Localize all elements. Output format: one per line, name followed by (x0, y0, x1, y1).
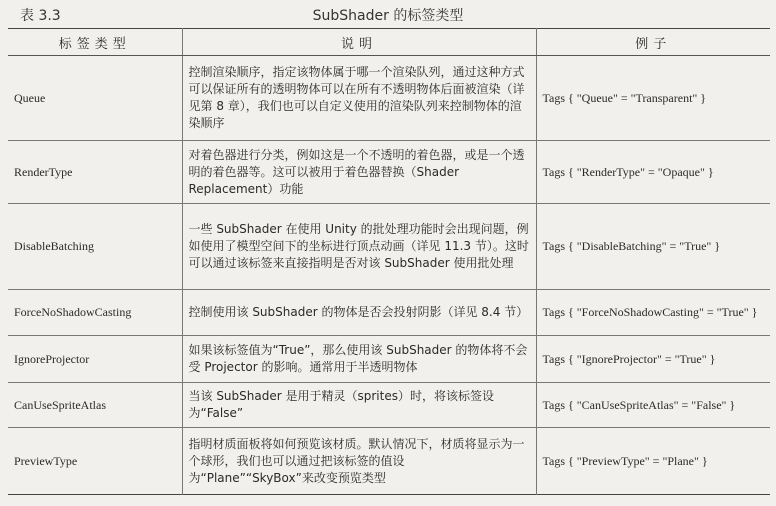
tag-name: RenderType (8, 141, 182, 204)
table-row (8, 336, 770, 383)
table-row (8, 290, 770, 336)
table-caption (0, 0, 776, 28)
tag-example: Tags { "Queue" = "Transparent" } (536, 56, 770, 141)
header-example: 例子 (536, 29, 770, 56)
tag-name: CanUseSpriteAtlas (8, 383, 182, 428)
tag-description: 如果该标签值为“True”，那么使用该 SubShader 的物体将不会受 Projector 的影响。通常用于半透明物体 (182, 336, 536, 383)
table-row (8, 141, 770, 204)
tag-description: 控制渲染顺序，指定该物体属于哪一个渲染队列，通过这种方式可以保证所有的透明物体可以在所有不透明物体后面被渲染（详见第 8 章），我们也可以自定义使用的渲染队列来控制物体的渲染顺序 (182, 56, 536, 141)
table-row (8, 428, 770, 495)
tag-example: Tags { "DisableBatching" = "True" } (536, 204, 770, 290)
tag-description: 指明材质面板将如何预览该材质。默认情况下，材质将显示为一个球形，我们也可以通过把该标签的值设为“Plane”“SkyBox”来改变预览类型 (182, 428, 536, 495)
tag-name: ForceNoShadowCasting (8, 290, 182, 336)
tag-example: Tags { "ForceNoShadowCasting" = "True" } (536, 290, 770, 336)
tag-name: PreviewType (8, 428, 182, 495)
tag-description: 对着色器进行分类，例如这是一个不透明的着色器，或是一个透明的着色器等。这可以被用于着色器替换（Shader Replacement）功能 (182, 141, 536, 204)
tag-description: 控制使用该 SubShader 的物体是否会投射阴影（详见 8.4 节） (182, 290, 536, 336)
header-description: 说明 (182, 29, 536, 56)
subshader-tags-table (8, 28, 770, 495)
header-tag-type: 标签类型 (8, 29, 182, 56)
tag-example: Tags { "PreviewType" = "Plane" } (542, 453, 708, 468)
tag-name: DisableBatching (8, 204, 182, 290)
tag-description: 一些 SubShader 在使用 Unity 的批处理功能时会出现问题，例如使用了模型空间下的坐标进行顶点动画（详见 11.3 节）。这时可以通过该标签来直接指明是否对该 SubShader 使用批处理 (182, 204, 536, 290)
table-number: 表 3.3 (20, 8, 61, 24)
table-row (8, 383, 770, 428)
table-title: SubShader 的标签类型 (312, 8, 464, 24)
header-row (8, 29, 770, 56)
tag-example: Tags { "CanUseSpriteAtlas" = "False" } (536, 383, 770, 428)
tag-name: IgnoreProjector (8, 336, 182, 383)
tag-description: 当该 SubShader 是用于精灵（sprites）时，将该标签设为“False” (182, 383, 536, 428)
tag-example: Tags { "RenderType" = "Opaque" } (536, 141, 770, 204)
table-row (8, 204, 770, 290)
tag-example: Tags { "IgnoreProjector" = "True" } (536, 336, 770, 383)
table-row (8, 56, 770, 141)
tag-name: Queue (8, 56, 182, 141)
